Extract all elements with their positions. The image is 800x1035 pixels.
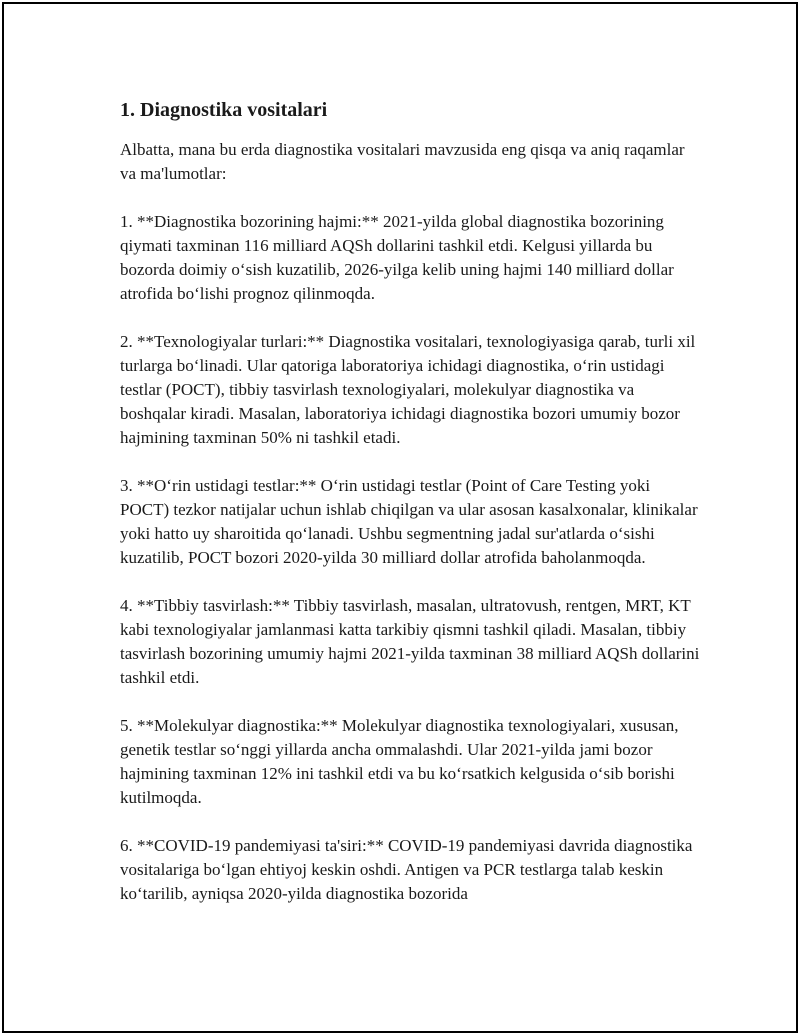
- paragraph-poct: 3. **Oʻrin ustidagi testlar:** Oʻrin ustidagi testlar (Point of Care Testing yoki POCT) tezkor natijalar uchun ishlab chiqilgan va ular asosan kasalxonalar, klinikalar yoki hatto uy sharoitida qoʻlanadi. Ushbu segmentning jadal sur'atlarda oʻsishi kuzatilib, POCT bozori 2020-yilda 30 milliard dollar atrofida baholanmoqda.: [120, 476, 698, 567]
- paragraph-medical-imaging: 4. **Tibbiy tasvirlash:** Tibbiy tasvirlash, masalan, ultratovush, rentgen, MRT, KT kabi texnologiyalar jamlanmasi katta tarkibiy qismni tashkil qiladi. Masalan, tibbiy tasvirlash bozorining umumiy hajmi 2021-yilda taxminan 38 milliard AQSh dollarini tashkil etdi.: [120, 596, 700, 687]
- intro-paragraph: Albatta, mana bu erda diagnostika vositalari mavzusida eng qisqa va aniq raqamlar va ma'lumotlar:: [120, 140, 685, 183]
- section-heading: 1. Diagnostika vositalari: [120, 99, 328, 121]
- paragraph-covid-impact: 6. **COVID-19 pandemiyasi ta'siri:** COVID-19 pandemiyasi davrida diagnostika vositalariga boʻlgan ehtiyoj keskin oshdi. Antigen va PCR testlarga talab keskin koʻtarilib, ayniqsa 2020-yilda diagnostika bozorida: [120, 836, 693, 903]
- paragraph-molecular-diagnostics: 5. **Molekulyar diagnostika:** Molekulyar diagnostika texnologiyalari, xususan, genetik testlar soʻnggi yillarda ancha ommalashdi. Ular 2021-yilda jami bozor hajmining taxminan 12% ini tashkil etdi va bu koʻrsatkich kelgusida oʻsib borishi kutilmoqda.: [120, 716, 679, 807]
- document-body: [120, 96, 700, 930]
- paragraph-technology-types: 2. **Texnologiyalar turlari:** Diagnostika vositalari, texnologiyasiga qarab, turli xil turlarga boʻlinadi. Ular qatoriga laboratoriya ichidagi diagnostika, oʻrin ustidagi testlar (POCT), tibbiy tasvirlash texnologiyalari, molekulyar diagnostika va boshqalar kiradi. Masalan, laboratoriya ichidagi diagnostika bozori umumiy bozor hajmining taxminan 50% ni tashkil etadi.: [120, 332, 696, 447]
- paragraph-market-size: 1. **Diagnostika bozorining hajmi:** 2021-yilda global diagnostika bozorining qiymati taxminan 116 milliard AQSh dollarini tashkil etdi. Kelgusi yillarda bu bozorda doimiy oʻsish kuzatilib, 2026-yilga kelib uning hajmi 140 milliard dollar atrofida boʻlishi prognoz qilinmoqda.: [120, 212, 674, 303]
- document-page: [2, 2, 798, 1033]
